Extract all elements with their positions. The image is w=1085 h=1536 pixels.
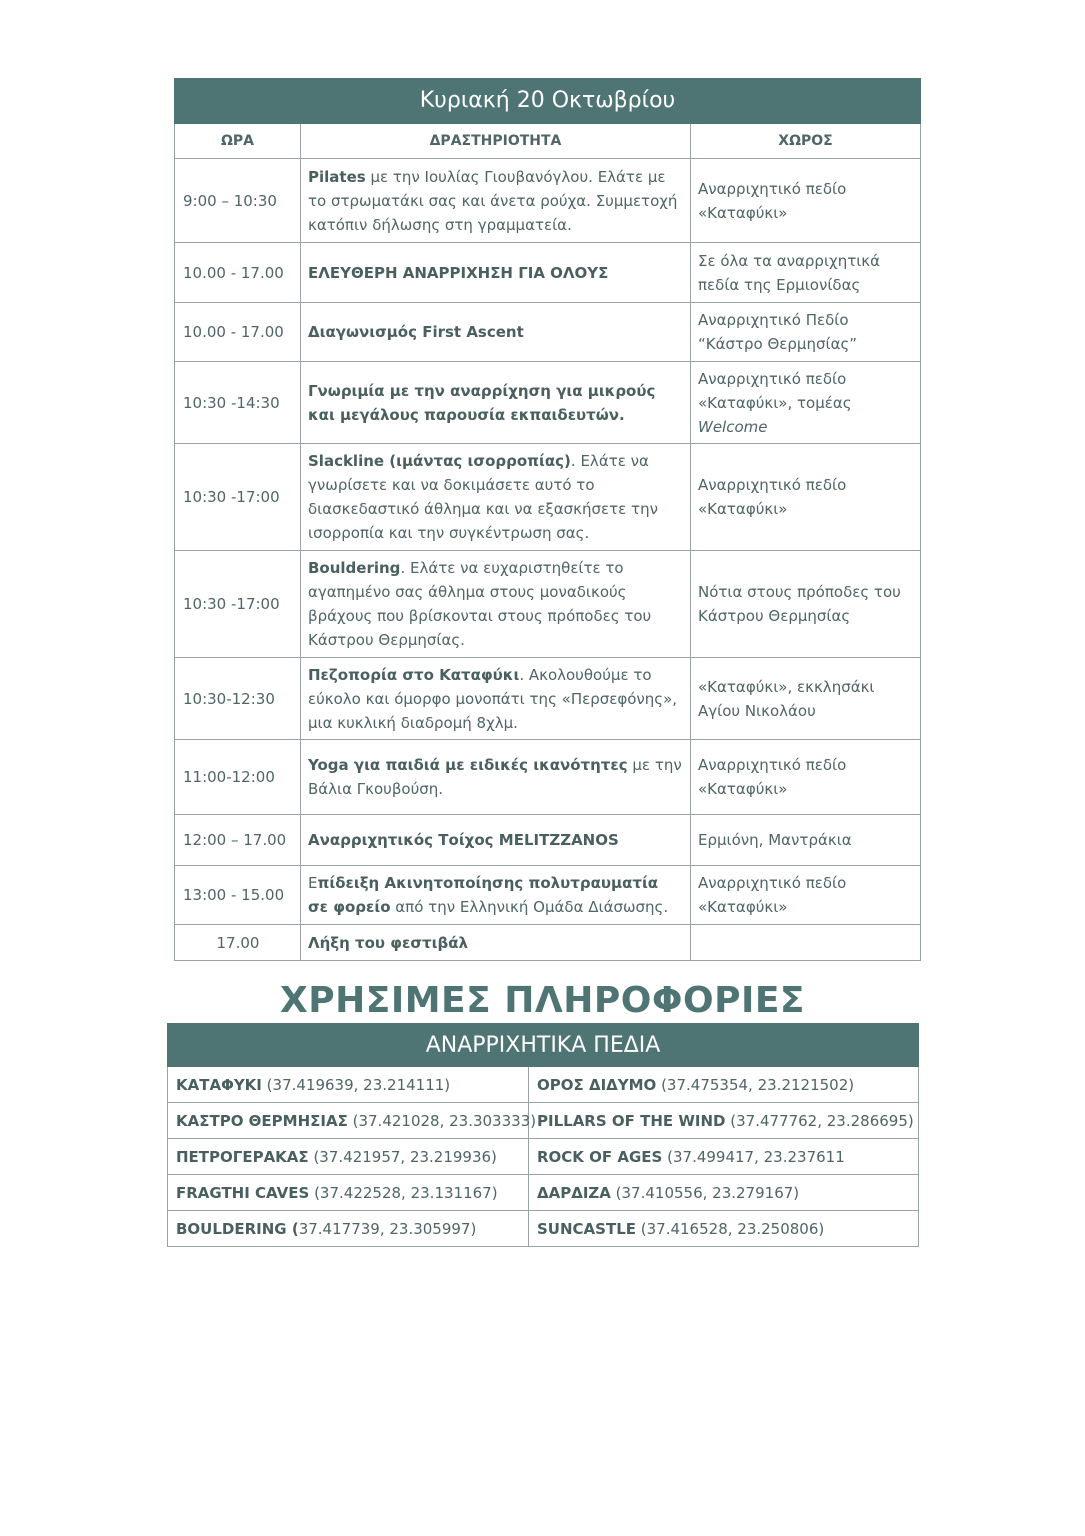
site-cell: [529, 1103, 919, 1139]
site-cell: [168, 1103, 537, 1139]
climbing-sites-table: [167, 1023, 919, 1247]
site-coords: (37.410556, 23.279167): [610, 1183, 800, 1202]
activity-title: πίδειξη Ακινητοποίησης πολυτραυματία σε φορείο: [308, 874, 659, 916]
activity-description: . Ελάτε να γνωρίσετε και να δοκιμάσετε αυτό το διασκεδαστικό άθλημα και να εξασκήσετε την ισορροπία και την συγκέντρωση σας.: [308, 452, 658, 542]
site-name: ΚΑΣΤΡΟ ΘΕΡΜΗΣΙΑΣ: [176, 1111, 348, 1130]
row-time: 17.00: [175, 925, 301, 961]
site-cell: [168, 1175, 529, 1211]
row-activity: [301, 925, 691, 961]
schedule-row: [175, 740, 921, 815]
row-place: [691, 925, 921, 961]
site-cell: [529, 1175, 919, 1211]
site-coords: (37.475354, 23.2121502): [656, 1075, 855, 1094]
site-name: PILLARS OF THE WIND: [537, 1111, 726, 1130]
row-time: 9:00 – 10:30: [175, 159, 301, 243]
site-coords: (37.419639, 23.214111): [261, 1075, 451, 1094]
sites-table-title: ΑΝΑΡΡΙΧΗΤΙΚΑ ΠΕΔΙΑ: [168, 1024, 919, 1067]
activity-title: ΕΛΕΥΘΕΡΗ ΑΝΑΡΡΙΧΗΣΗ ΓΙΑ ΟΛΟΥΣ: [308, 263, 609, 282]
row-place: Αναρριχητικό πεδίο «Καταφύκι»: [691, 159, 921, 243]
schedule-row: [175, 866, 921, 925]
row-place: Αναρριχητικό πεδίο «Καταφύκι»: [691, 740, 921, 815]
schedule-row: [175, 444, 921, 551]
header-time: ΩΡΑ: [175, 124, 301, 159]
schedule-row: [175, 243, 921, 303]
site-coords: (37.421957, 23.219936): [308, 1147, 497, 1166]
row-place: «Καταφύκι», εκκλησάκι Αγίου Νικολάου: [691, 658, 921, 740]
row-time: 10.00 - 17.00: [175, 303, 301, 362]
site-row: [168, 1139, 919, 1175]
header-place: ΧΩΡΟΣ: [691, 124, 921, 159]
row-place: Ερμιόνη, Μαντράκια: [691, 815, 921, 866]
row-time: 10:30 -14:30: [175, 362, 301, 444]
schedule-row: [175, 303, 921, 362]
row-time: 10:30-12:30: [175, 658, 301, 740]
site-coords: (37.421028, 23.303333): [347, 1111, 537, 1130]
useful-info-heading: ΧΡΗΣΙΜΕΣ ΠΛΗΡΟΦΟΡΙΕΣ: [279, 980, 806, 1021]
site-coords: 37.417739, 23.305997): [298, 1219, 477, 1238]
site-row: [168, 1103, 919, 1139]
row-activity: [301, 444, 691, 551]
site-row: [168, 1175, 919, 1211]
site-coords: (37.499417, 23.237611: [662, 1147, 845, 1166]
activity-title: Αναρριχητικός Τοίχος MELITZZANOS: [308, 831, 619, 849]
row-activity: [301, 243, 691, 303]
place-sector: Welcome: [698, 417, 768, 436]
schedule-row: [175, 815, 921, 866]
row-place: [691, 362, 921, 444]
site-name: ROCK OF AGES: [537, 1147, 663, 1166]
activity-description: με την Βάλια Γκουβούση.: [308, 756, 682, 798]
row-time: 11:00-12:00: [175, 740, 301, 815]
activity-title: Πεζοπορία στο Καταφύκι: [308, 665, 520, 684]
schedule-table: [174, 78, 921, 961]
site-name: BOULDERING (: [176, 1219, 299, 1238]
site-row: [168, 1067, 919, 1103]
schedule-row: [175, 551, 921, 658]
row-activity: [301, 362, 691, 444]
schedule-row: [175, 159, 921, 243]
row-time: 13:00 - 15.00: [175, 866, 301, 925]
header-activity: ΔΡΑΣΤΗΡΙΟΤΗΤΑ: [301, 124, 691, 159]
site-name: SUNCASTLE: [537, 1219, 636, 1238]
site-name: FRAGTHI CAVES: [176, 1183, 310, 1202]
activity-description: από την Ελληνική Ομάδα Διάσωσης.: [390, 898, 669, 916]
activity-title: Slackline (ιμάντας ισορροπίας): [308, 452, 571, 470]
site-cell: [529, 1211, 919, 1247]
schedule-row: [175, 925, 921, 961]
activity-title: Γνωριμία με την αναρρίχηση για μικρούς και μεγάλους παρουσία εκπαιδευτών.: [308, 381, 656, 424]
site-name: ΔΑΡΔΙΖΑ: [537, 1183, 611, 1202]
row-activity: [301, 159, 691, 243]
schedule-row: [175, 362, 921, 444]
site-row: [168, 1211, 919, 1247]
row-time: 12:00 – 17.00: [175, 815, 301, 866]
row-time: 10:30 -17:00: [175, 551, 301, 658]
activity-title: Pilates: [308, 167, 366, 186]
row-place: Αναρριχητικό πεδίο «Καταφύκι»: [691, 444, 921, 551]
site-cell: [168, 1139, 529, 1175]
site-coords: (37.422528, 23.131167): [309, 1183, 498, 1202]
activity-description: . Ελάτε να ευχαριστηθείτε το αγαπημένο σας άθλημα στους μοναδικούς βράχους που βρίσκονται στους πρόποδες του Κάστρου Θερμησίας.: [308, 559, 652, 649]
row-activity: [301, 658, 691, 740]
site-name: ΟΡΟΣ ΔΙΔΥΜΟ: [537, 1075, 657, 1094]
row-place: Αναρριχητικό πεδίο «Καταφύκι»: [691, 866, 921, 925]
row-place: Σε όλα τα αναρριχητικά πεδία της Ερμιονίδας: [691, 243, 921, 303]
activity-prefix: Ε: [308, 874, 318, 892]
row-activity: [301, 740, 691, 815]
activity-title: Λήξη του φεστιβάλ: [308, 933, 468, 952]
activity-title: Bouldering: [308, 559, 401, 577]
row-activity: [301, 303, 691, 362]
site-cell: [168, 1211, 529, 1247]
site-name: ΚΑΤΑΦΥΚΙ: [176, 1075, 262, 1094]
row-time: 10:30 -17:00: [175, 444, 301, 551]
site-coords: (37.416528, 23.250806): [636, 1219, 825, 1238]
site-coords: (37.477762, 23.286695): [725, 1111, 914, 1130]
site-cell: [529, 1139, 919, 1175]
row-time: 10.00 - 17.00: [175, 243, 301, 303]
row-activity: [301, 551, 691, 658]
schedule-row: [175, 658, 921, 740]
place-text: Αναρριχητικό πεδίο «Καταφύκι», τομέας: [698, 369, 852, 412]
activity-description: με την Ιουλίας Γιουβανόγλου. Ελάτε με το στρωματάκι σας και άνετα ρούχα. Συμμετοχή κατόπιν δήλωσης στη γραμματεία.: [308, 167, 678, 234]
site-name: ΠΕΤΡΟΓΕΡΑΚΑΣ: [176, 1147, 309, 1166]
activity-description: . Ακολουθούμε το εύκολο και όμορφο μονοπάτι της «Περσεφόνης», μια κυκλική διαδρομή 8χλμ.: [308, 665, 678, 732]
site-cell: [529, 1067, 919, 1103]
row-place: Αναρριχητικό Πεδίο “Κάστρο Θερμησίας”: [691, 303, 921, 362]
activity-title: Yoga για παιδιά με ειδικές ικανότητες: [308, 756, 628, 774]
site-cell: [168, 1067, 529, 1103]
row-place: Νότια στους πρόποδες του Κάστρου Θερμησίας: [691, 551, 921, 658]
activity-title: Διαγωνισμός First Ascent: [308, 323, 524, 341]
row-activity: [301, 866, 691, 925]
row-activity: [301, 815, 691, 866]
schedule-day-title: Κυριακή 20 Οκτωβρίου: [175, 79, 921, 124]
